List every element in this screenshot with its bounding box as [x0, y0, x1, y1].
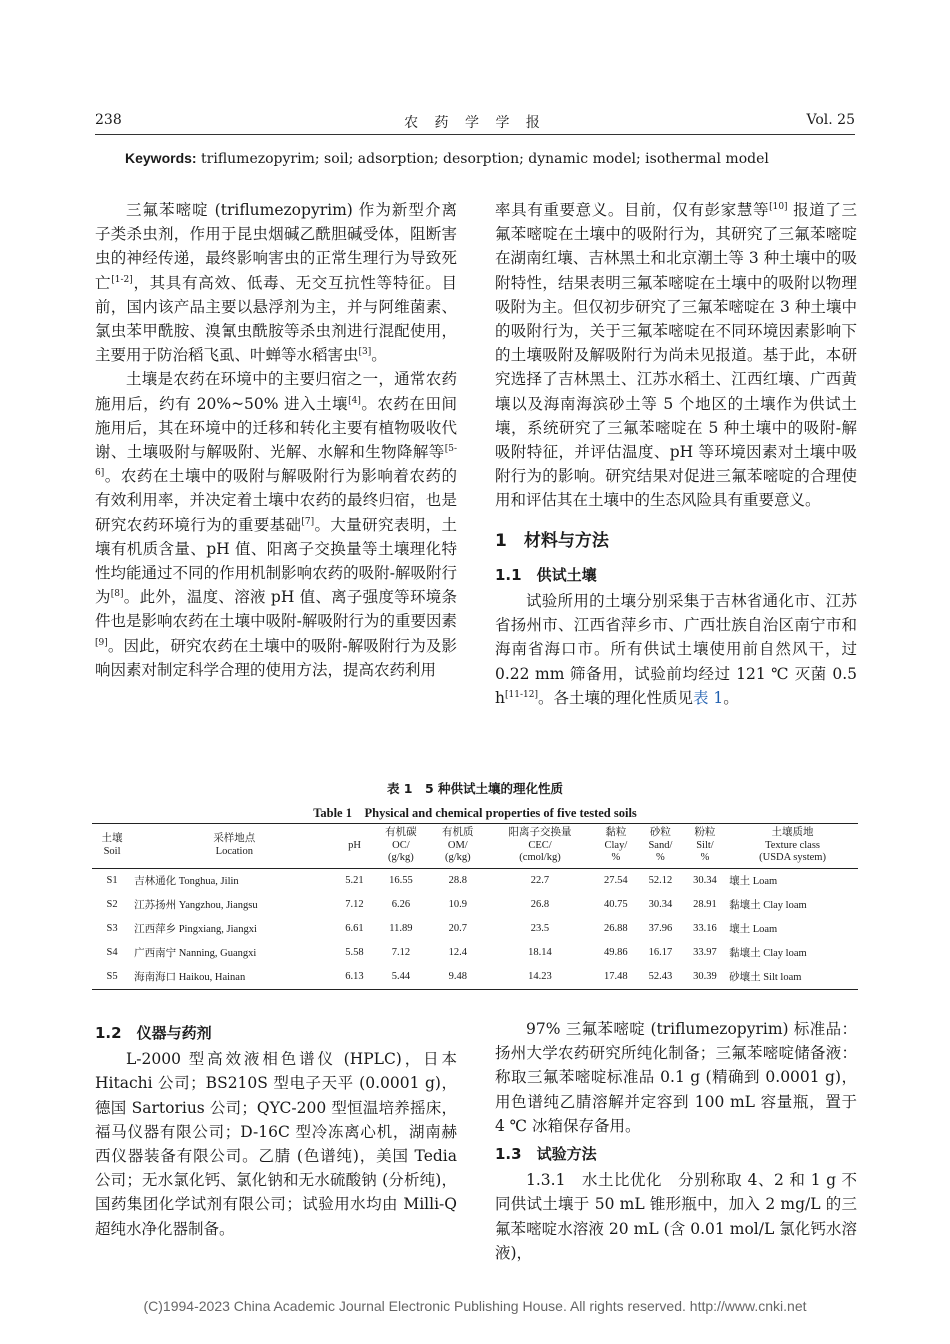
table-cell: 28.91 — [693, 899, 717, 910]
citation[interactable]: [9] — [95, 637, 108, 648]
table-cell: 壤土 Loam — [729, 924, 778, 935]
table-cell: 6.61 — [345, 923, 364, 934]
table-cell: 黏壤土 Clay loam — [729, 948, 807, 959]
table-header-row — [92, 824, 858, 869]
table-cell: S4 — [106, 947, 118, 958]
copyright-footer: (C)1994-2023 China Academic Journal Electronic Publishing House. All rights reserved. http://www.cnki.net — [143, 1298, 807, 1314]
volume-label: Vol. 25 — [806, 112, 855, 128]
table-cell: 16.17 — [648, 947, 673, 958]
table-cell: 壤土 Loam — [729, 876, 778, 887]
table-cell: S3 — [106, 923, 118, 934]
table-cell: 砂壤土 Silt loam — [727, 965, 858, 990]
table-cell: S2 — [106, 899, 118, 910]
citation[interactable]: [5-6] — [95, 444, 457, 479]
paragraph-methods: 1.3.1 水土比优化 分别称取 4、2 和 1 g 不同供试土壤于 50 mL 锥形瓶中，加入 2 mg/L 的三氟苯嘧啶水溶液 20 mL (含 0.01 mol/L 氯化钙水溶液)， — [495, 1171, 857, 1262]
table-caption-en: Table 1 Physical and chemical properties of five tested soils — [313, 806, 637, 820]
table-cell: 14.23 — [486, 965, 593, 990]
table-cell: S1 — [106, 875, 118, 886]
table-link[interactable]: 表 1 — [692, 688, 724, 707]
citation[interactable]: [3] — [358, 347, 372, 358]
table-cell: 30.39 — [683, 965, 727, 990]
table-cell: 7.12 — [391, 947, 411, 958]
citation[interactable]: [10] — [769, 202, 788, 212]
table-cell: 6.26 — [391, 899, 411, 910]
table-cell: 吉林通化 Tonghua, Jilin — [134, 876, 239, 887]
table-cell: 26.88 — [604, 923, 628, 934]
table-cell: 9.48 — [429, 965, 486, 990]
table-header-cell: 土壤 Soil — [92, 824, 132, 869]
table-header-cell: 土壤质地 Texture class (USDA system) — [727, 824, 858, 869]
paragraph-soil: 试验所用的土壤分别采集于吉林省通化市、江苏省扬州市、江西省萍乡市、广西壮族自治区南宁市和海南省海口市。所有供试土壤使用前自然风干，过 0.22 mm 筛备用，试验前均经过 121 ℃ 灭菌 0.5 h[11-12]。各土壤的理化性质见表 1。 — [495, 592, 857, 707]
table-row — [92, 941, 858, 965]
table-cell: 40.75 — [604, 899, 628, 910]
left-column-top — [95, 198, 457, 682]
table-cell: 22.7 — [530, 875, 550, 886]
table-cell: 28.8 — [448, 875, 467, 886]
table-cell: 37.96 — [648, 923, 673, 934]
subsection-heading-instruments: 1.2 仪器与药剂 — [95, 1024, 212, 1042]
table-row — [92, 965, 858, 990]
left-column-bottom — [95, 1017, 457, 1241]
table-header-cell: 阳离子交换量 CEC/ (cmol/kg) — [486, 824, 593, 869]
table-cell: 49.86 — [604, 947, 628, 958]
table-header-cell: 黏粒 Clay/ % — [594, 824, 638, 869]
table-cell: 30.34 — [648, 899, 673, 910]
table-cell: 18.14 — [528, 947, 552, 958]
table-cell: 5.21 — [345, 875, 364, 886]
table-cell: 20.7 — [448, 923, 467, 934]
table-row — [92, 917, 858, 941]
keywords-line — [125, 150, 769, 167]
subsection-heading-methods: 1.3 试验方法 — [495, 1145, 597, 1164]
table-header-cell: 采样地点 Location — [132, 824, 336, 869]
table-row — [92, 868, 858, 893]
keywords-label: Keywords: — [125, 150, 197, 166]
table-cell: S5 — [92, 965, 132, 990]
section-heading-materials: 1 材料与方法 — [495, 530, 609, 551]
table-cell: 江西萍乡 Pingxiang, Jiangxi — [134, 924, 257, 935]
table-header-cell: 有机质 OM/ (g/kg) — [429, 824, 486, 869]
table-cell: 23.5 — [530, 923, 550, 934]
table-cell: 黏壤土 Clay loam — [729, 900, 807, 911]
table-header-cell: pH — [337, 824, 373, 869]
table-cell: 10.9 — [448, 899, 467, 910]
paragraph-intro-3: 率具有重要意义。目前，仅有彭家慧等[10] 报道了三氟苯嘧啶在土壤中的吸附行为，其研究了三氟苯嘧啶在湖南红壤、吉林黑土和北京潮土等 3 种土壤中的吸附特性，结果表明三氟苯嘧啶在土壤中的吸附以物理吸附为主。但仅初步研究了三氟苯嘧啶在 3 种土壤中的吸附行为，关于三氟苯嘧啶在不同环境因素影响下的土壤吸附及解吸附行为尚未见报道。基于此，本研究选择了吉林黑土、江苏水稻土、江西红壤、广西黄壤以及海南海滨砂土等 5 个地区的土壤作为供试土壤，系统研究了三氟苯嘧啶在 5 种土壤中的吸附-解吸附特征，并评估温度、pH 等环境因素对土壤中吸附行为的影响。研究结果对促进三氟苯嘧啶的合理使用和评估其在土壤中的生态风险具有重要意义。 — [495, 201, 857, 510]
citation[interactable]: [8] — [110, 589, 124, 600]
right-column-top — [495, 198, 857, 710]
table-cell: 33.97 — [693, 947, 717, 958]
table-caption-cn: 表 1 5 种供试土壤的理化性质 — [386, 781, 564, 796]
table-cell: 16.55 — [389, 875, 413, 886]
citation[interactable]: [1-2] — [111, 274, 133, 285]
table-cell: 7.12 — [345, 899, 364, 910]
table-cell: 5.58 — [345, 947, 364, 958]
table-cell: 6.13 — [337, 965, 373, 990]
table-cell: 5.44 — [372, 965, 429, 990]
table-cell: 52.43 — [638, 965, 683, 990]
table-cell: 12.4 — [448, 947, 467, 958]
subsection-heading-soil: 1.1 供试土壤 — [495, 565, 597, 584]
table-header-cell: 有机碳 OC/ (g/kg) — [372, 824, 429, 869]
table-cell: 27.54 — [604, 875, 628, 886]
right-column-bottom — [495, 1017, 857, 1265]
table-cell: 11.89 — [389, 923, 413, 934]
citation[interactable]: [4] — [348, 395, 361, 406]
citation[interactable]: [11-12] — [504, 689, 538, 700]
page-number: 238 — [95, 112, 122, 128]
keywords-text: triflumezopyrim; soil; adsorption; desorption; dynamic model; isothermal model — [196, 151, 769, 167]
table-row — [92, 893, 858, 917]
table-cell: 26.8 — [530, 899, 550, 910]
table-header-cell: 粉粒 Silt/ % — [683, 824, 727, 869]
table-cell: 广西南宁 Nanning, Guangxi — [134, 948, 257, 959]
paragraph-standard: 97% 三氟苯嘧啶 (triflumezopyrim) 标准品：扬州大学农药研究所纯化制备；三氟苯嘧啶储备液：称取三氟苯嘧啶标准品 0.1 g (精确到 0.0001 g)，用色谱纯乙腈溶解并定容到 100 mL 容量瓶，置于 4 ℃ 冰箱保存备用。 — [495, 1020, 857, 1135]
table-cell: 海南海口 Haikou, Hainan — [132, 965, 336, 990]
paragraph-instruments: L-2000 型高效液相色谱仪 (HPLC)，日本 Hitachi 公司；BS210S 型电子天平 (0.0001 g)，德国 Sartorius 公司；QYC-200 型恒温培养摇床，福马仪器有限公司；D-16C 型冷冻离心机，湖南赫西仪器装备有限公司。乙腈 (色谱纯)，美国 Tedia 公司；无水氯化钙、氯化钠和无水硫酸钠 (分析纯)，国药集团化学试剂有限公司；试验用水均由 Milli-Q 超纯水净化器制备。 — [95, 1050, 457, 1238]
paragraph-intro-1: 三氟苯嘧啶 (triflumezopyrim) 作为新型介离子类杀虫剂，作用于昆虫烟碱乙酰胆碱受体，阻断害虫的神经传递，最终影响害虫的正常生理行为导致死亡[1-2]，其具有高效、低毒、无交互抗性等特征。目前，国内该产品主要以悬浮剂为主，并与阿维菌素、氯虫苯甲酰胺、溴氰虫酰胺等杀虫剂进行混配使用，主要用于防治稻飞虱、叶蝉等水稻害虫[3]。 — [95, 201, 457, 365]
table-cell: 江苏扬州 Yangzhou, Jiangsu — [134, 900, 258, 911]
journal-title: 农 药 学 学 报 — [404, 115, 546, 131]
soil-properties-table — [92, 823, 858, 990]
table-cell: 30.34 — [693, 875, 717, 886]
table-cell: 33.16 — [693, 923, 717, 934]
header-rule — [95, 134, 855, 135]
table-cell: 17.48 — [594, 965, 638, 990]
paragraph-intro-2: 土壤是农药在环境中的主要归宿之一，通常农药施用后，约有 20%~50% 进入土壤[4]。农药在田间施用后，其在环境中的迁移和转化主要有植物吸收代谢、土壤吸附与解吸附、光解、水解和生物降解等[5-6]。农药在土壤中的吸附与解吸附行为影响着农药的有效利用率，并决定着土壤中农药的最终归宿，也是研究农药环境行为的重要基础[7]。大量研究表明，土壤有机质含量、pH 值、阳离子交换量等土壤理化特性均能通过不同的作用机制影响农药的吸附-解吸附行为[8]。此外，温度、溶液 pH 值、离子强度等环境条件也是影响农药在土壤中吸附-解吸附行为的重要因素[9]。因此，研究农药在土壤中的吸附-解吸附行为及影响因素对制定科学合理的使用方法，提高农药利用 — [95, 370, 457, 679]
table-cell: 52.12 — [648, 875, 673, 886]
table-header-cell: 砂粒 Sand/ % — [638, 824, 683, 869]
citation[interactable]: [7] — [301, 516, 315, 527]
